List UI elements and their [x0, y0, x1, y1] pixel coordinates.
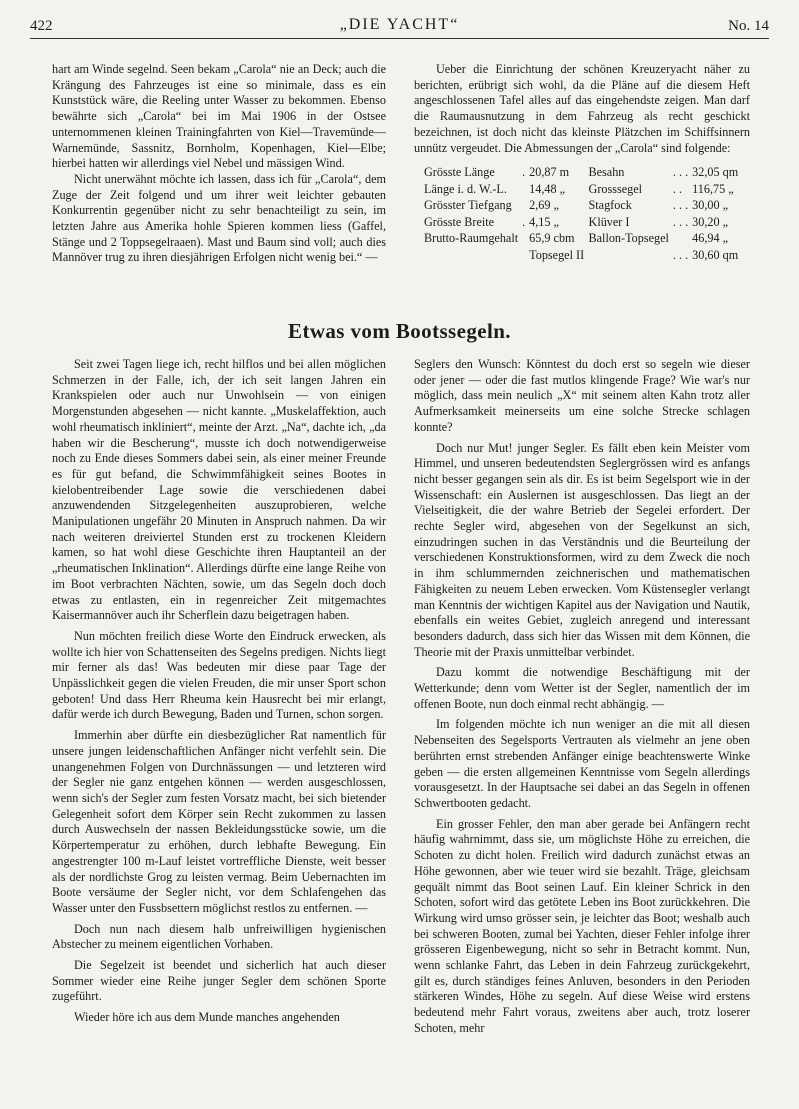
header-rule [30, 38, 769, 39]
leader-dots [522, 181, 529, 198]
paragraph: Die Segelzeit ist beendet und sicherlich hat auch dieser Sommer wieder eine Reihe junger Segler dem schönen Sporte zugeführt. [52, 958, 386, 1004]
dimension-label: Ballon-Topsegel [588, 231, 669, 246]
leader-dots: . [522, 165, 526, 180]
dimension-row [424, 197, 742, 214]
dimension-value: 4,15 „ [529, 214, 559, 229]
leader-dots: . . . [672, 214, 689, 229]
leader-dots [522, 230, 529, 247]
dimension-value: 30,00 „ [692, 198, 729, 213]
dimension-row [424, 247, 742, 264]
paragraph: Ein grosser Fehler, den man aber gerade bei Anfängern recht häufig wahrnimmt, dass sie, um möglichste Höhe zu erreichen, die Schoten zu dicht holen. Freilich wird dadurch zunächst etwas an Höhe gewonnen, aber wie teuer wird sie bezahlt. Träge, gleichsam gequält nimmt das Boot seinen Lauf. Ein kleiner Schrick in den Schoten, sofort wird das getötete Leben ins Boot zurückkehren. Die Wirkung wird umso grösser sein, je leichter das Boot; weshalb auch bei schweren Booten, zumal bei Yachten, dieser Fehler infolge ihrer grösseren Eigenbewegung, nicht so sehr in Betracht kommt. Nun, wenn schlanke Fahrt, das Leben in dein Fahrzeug zurückgekehrt, gilt es, durch ständiges feines Anluven, besonders in den Perioden stärkeren Windes, Höhe zu segeln. Auf diese Weise wird erstens bedeutend mehr Fahrt voraus, zweitens aber auch, trotz loserer Schoten, mehr [414, 816, 750, 1035]
dimension-label: Topsegel II [529, 247, 585, 262]
dimension-row [424, 181, 742, 198]
dimension-label: Stagfock [588, 198, 632, 213]
dimension-label: Grösste Breite [424, 214, 495, 229]
article-title: Etwas vom Bootssegeln. [288, 319, 511, 343]
dimension-value: 2,69 „ [529, 198, 559, 213]
paragraph: Doch nun nach diesem halb unfreiwilligen hygienischen Abstecher zu meinem eigentlichen Vorhaben. [52, 921, 386, 952]
leader-dots [673, 230, 692, 247]
journal-title: „DIE YACHT“ [339, 16, 460, 33]
top-right-column [414, 62, 750, 263]
paragraph: Seit zwei Tagen liege ich, recht hilflos und bei allen möglichen Schmerzen in der Falle, ich, der ich seit langen Jahren ein Krankspielen oder auch nur Unwohlsein — von einigen Morgenstunden abgesehen — nicht kannte. „Muskelaffektion, auch wohl rheumatisch inkliniert“, meinte der Arzt. „Na“, dachte ich, „da haben wir die Bescherung“, musste ich doch notwendigerweise noch zu Ende dieses Sommers dabei sein, als einer meiner Freunde es für gut befand, die Schwimmfähigkeit seines Bootes in kielobentreibender Lage sowie die verschiedenen dabei anzuwendenden Sitzgelegenheiten auszuprobieren, welche Manipulationen ungefähr 20 Minuten in Anspruch nahmen. Da wir nach weiteren dreiviertel Stunden erst zu trockenen Kleidern kamen, so hat wohl diese Geschichte ihren Hauptanteil an der „rheumatischen Inklination“. Allerdings dürfte eine lange Reihe von im Boot verbrachten Nächten, sowie, um das Segeln doch doch etwas zu entlasten, ein in regenreicher Zeit mitgemachtes Kaisermannöver auch ihr Scherflein dazu beigetragen haben. [52, 357, 386, 623]
paragraph: Nun möchten freilich diese Worte den Eindruck erwecken, als wollte ich hier von Schattenseiten des Segelns predigen. Nichts liegt mir ferner als das! Was bedeuten mir diese paar Tage der Unpässlichkeit gegen die vielen Freuden, die mir unser Sport schon geboten! Und dass Herr Rheuma kein Hausrecht bei mir erlangt, dafür werde ich durch Bewegung, Baden und Turnen, schon sorgen. [52, 628, 386, 722]
paragraph: Doch nur Mut! junger Segler. Es fällt eben kein Meister vom Himmel, und unseren bedeutendsten Seglergrössen wird es anfangs nicht besser gegangen sein als dir. Es ist beim Segelsport wie in der Wissenschaft: ein Auslernen ist ausgeschlossen. Das liegt an der Vielseitigkeit, die der wahre Betrieb der Segelei erfordert. Der rechte Segler wird, abgesehen von der Segelkunst an sich, einzudringen suchen in das Verständnis und die Beurteilung der verschiedenen Konstruktionsformen, wird zu dem Zweck die noch in ihm schlummernden zeichnerischen und mathematischen Fähigkeiten zu neuem Leben erwecken. Vom Küstensegler verlangt man Kenntnis der wichtigen Kapitel aus der Navigation und Nautik, ebenfalls ein weites Gebiet, zugleich anregend und interessant besonders dadurch, dass sich hier das Wissen mit dem Können, die Theorie mit der Praxis unmittelbar verbindet. [414, 440, 750, 659]
dimension-label: Brutto-Raumgehalt [424, 231, 519, 246]
issue-number: No. 14 [728, 18, 769, 34]
leader-dots: . [522, 214, 526, 229]
top-left-column [52, 62, 386, 266]
leader-dots: . . . [672, 247, 689, 262]
dimension-row [424, 214, 742, 231]
paragraph: Immerhin aber dürfte ein diesbezüglicher Rat namentlich für unsere jungen leidenschaftlichen Anfänger nicht verfehlt sein. Die unangenehmen Folgen von Durchnässungen — und letzteren wird der Segler nie ganz entgehen können — werden ausgeschlossen, wenn sich's der Segler zum festen Vorsatz macht, bei sich bietender Gelegenheit sofort dem Körper sein Recht zukommen zu lassen durch Auswechseln der nassen Bekleidungsstücke sowie, um die Körpertemperatur zu erhöhen, durch lebhafte Bewegung. Ein angestrengter 100 m-Lauf leistet vortreffliche Dienste, weit besser als der nordlichste Grog zu leisten vermag. Beim Uebernachten im Boote versäume der Segler nicht, vor dem Schlafengehen das Wasser unter den Fussbsettern möglichst restlos zu entfernen. — [52, 728, 386, 915]
dimension-label: Klüver I [588, 214, 630, 229]
paragraph: Seglers den Wunsch: Könntest du doch erst so segeln wie dieser oder jener — oder die fast mutlos klingende Frage? Wie war's nur möglich, dass mein neulich „X“ mit seinem alten Kahn trotz aller Aufmerksamkeit meinerseits um eine solche Strecke schlagen konnte? [414, 357, 750, 434]
article-left-column [52, 357, 386, 1026]
leader-dots: . . [672, 181, 683, 196]
page-header [30, 12, 769, 38]
paragraph: Im folgenden möchte ich nun weniger an die mit all diesen Nebenseiten des Segelsports Vertrauten als vielmehr an jene oben berührten ernst strebenden Anfänger einige beachtenswerte Winke geben — die ersten allgemeinen Kenntnisse vom Segeln allerdings vorausgesetzt. In der Hauptsache sei dabei an das Segeln in offenen Schwertbooten gedacht. [414, 717, 750, 810]
dimension-label: Länge i. d. W.-L. [424, 181, 507, 196]
dimensions-table [424, 164, 742, 263]
page-number: 422 [30, 18, 53, 34]
dimension-row [424, 164, 742, 181]
dimension-value: 46,94 „ [692, 231, 729, 246]
dimension-value: 32,05 qm [692, 165, 739, 180]
dimension-value: 65,9 cbm [529, 231, 575, 246]
paragraph: Ueber die Einrichtung der schönen Kreuzeryacht näher zu berichten, erübrigt sich wohl, da die Pläne auf die diesem Heft angeschlossenen Tafel alles auf das eingehendste zeigen. Man darf die Raumausnutzung in dem Fahrzeug als recht geschickt bezeichnen, ist doch nicht das kleinste Plätzchen im Schiffsinnern unnütz vergeudet. Die Abmessungen der „Carola“ sind folgende: [414, 62, 750, 155]
dimension-value: 116,75 „ [692, 181, 734, 196]
paragraph: Wieder höre ich aus dem Munde manches angehenden [74, 1010, 340, 1025]
leader-dots [522, 197, 529, 214]
dimension-value: 30,20 „ [692, 214, 729, 229]
dimension-label: Besahn [588, 165, 625, 180]
dimension-label: Grösste Länge [424, 165, 495, 180]
paragraph: Nicht unerwähnt möchte ich lassen, dass ich für „Carola“, dem Zuge der Zeit folgend und um ihrer weit leichter gebauten Konkurrentin gegenüber nicht zu sehr benachteiligt zu sein, im letzten Jahre aus Amerika hohle Spieren kommen liess (Gaffel, Stänge und 2 Toppsegelraaen). Mast und Baum sind voll; auch dies Mannöver trug zu ihren diesjährigen Erfolgen nicht wenig bei.“ — [52, 171, 386, 265]
dimension-value: 14,48 „ [529, 181, 566, 196]
dimension-label: Grösster Tiefgang [424, 198, 512, 213]
spacer [424, 247, 529, 264]
paragraph: hart am Winde segelnd. Seen bekam „Carola“ nie an Deck; auch die Krängung des Fahrzeuges ist eine so minimale, dass es ein Kunststück wäre, die Reeling unter Wasser zu bekommen. Ebenso bewährte sich „Carola“ bei im Mai 1906 in der Ostsee unternommenen kleinen Trainingfahrten von Kiel—Travemünde—Warnemünde, Sassnitz, Bornholm, Kopenhagen, Kiel—Elbe; hierbei hatten wir allerdings viel Nebel und mässigen Wind. [52, 62, 386, 171]
dimension-value: 20,87 m [529, 165, 570, 180]
dimension-label: Grosssegel [588, 181, 642, 196]
leader-dots: . . . [672, 165, 689, 180]
dimension-row [424, 230, 742, 247]
dimension-value: 30,60 qm [692, 247, 739, 262]
paragraph: Dazu kommt die notwendige Beschäftigung mit der Wetterkunde; denn vom Wetter ist der Segler, namentlich der im offenen Boote, nun doch einmal recht abhängig. — [414, 665, 750, 711]
leader-dots: . . . [672, 198, 689, 213]
article-right-column [414, 357, 750, 1037]
